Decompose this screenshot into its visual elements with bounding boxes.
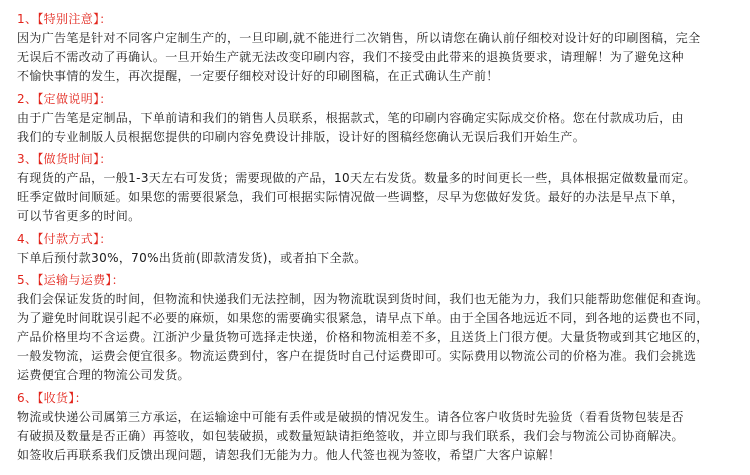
section-heading-special-notice: 1、【特别注意】： <box>17 12 112 26</box>
paragraph-line: 一般发物流，运费会便宜很多。物流运费到付，客户在提货时自己付运费即可。实际费用以物流公司的价格为准。我们会挑选 <box>17 349 697 363</box>
paragraph-line: 物流或快递公司属第三方承运，在运输途中可能有丢件或是破损的情况发生。请各位客户收货时先验货（看看货物包装是否 <box>17 410 684 424</box>
paragraph-line: 为了避免时间耽误引起不必要的麻烦，如果您的需要确实很紧急，请早点下单。由于全国各地远近不同，到各地的运费也不同， <box>17 311 709 325</box>
section-heading-shipping: 5、【运输与运费】： <box>17 273 125 287</box>
paragraph-line: 有现货的产品，一般1-3天左右可发货；需要现做的产品，10天左右发货。数量多的时间更长一些，具体根据定做数量而定。 <box>17 171 696 185</box>
paragraph-line: 下单后预付款30%，70%出货前(即款清发货)，或者拍下全款。 <box>17 251 367 265</box>
paragraph-line: 我们的专业制版人员根据您提供的印刷内容免费设计排版，设计好的图稿经您确认无误后我们开始生产。 <box>17 130 586 144</box>
paragraph-line: 我们会保证发货的时间，但物流和快递我们无法控制，因为物流耽误到货时间，我们也无能为力，我们只能帮助您催促和查询。 <box>17 292 709 306</box>
paragraph-line: 不愉快事情的发生，再次提醒，一定要仔细校对设计好的印刷图稿，在正式确认生产前！ <box>17 69 499 83</box>
section-heading-receiving: 6、【收货】： <box>17 391 88 405</box>
section-heading-custom-order: 2、【定做说明】： <box>17 92 112 106</box>
paragraph-line: 运费便宜合理的物流公司发货。 <box>17 368 190 382</box>
paragraph-line: 无误后不需改动了再确认。一旦开始生产就无法改变印刷内容，我们不接受由此带来的退换货要求，请理解！为了避免这种 <box>17 50 684 64</box>
paragraph-line: 如签收后再联系我们反馈出现问题，请恕我们无能为力。他人代签也视为签收，希望广大客户谅解！ <box>17 448 561 462</box>
section-heading-payment-method: 4、【付款方式】： <box>17 232 112 246</box>
paragraph-line: 有破损及数量是否正确）再签收，如包装破损，或数量短缺请拒绝签收，并立即与我们联系，我们会与物流公司协商解决。 <box>17 429 684 443</box>
paragraph-line: 产品价格里均不含运费。江浙沪少量货物可选择走快递，价格和物流相差不多，且送货上门很方便。大量货物或到其它地区的， <box>17 330 709 344</box>
section-heading-production-time: 3、【做货时间】： <box>17 152 112 166</box>
paragraph-line: 旺季定做时间顺延。如果您的需要很紧急，我们可根据实际情况做一些调整，尽早为您做好发货。最好的办法是早点下单， <box>17 190 684 204</box>
paragraph-line: 由于广告笔是定制品，下单前请和我们的销售人员联系，根据款式，笔的印刷内容确定实际成交价格。您在付款成功后，由 <box>17 111 684 125</box>
paragraph-line: 可以节省更多的时间。 <box>17 209 141 223</box>
paragraph-line: 因为广告笔是针对不同客户定制生产的，一旦印刷,就不能进行二次销售，所以请您在确认前仔细校对设计好的印刷图稿，完全 <box>17 31 701 45</box>
